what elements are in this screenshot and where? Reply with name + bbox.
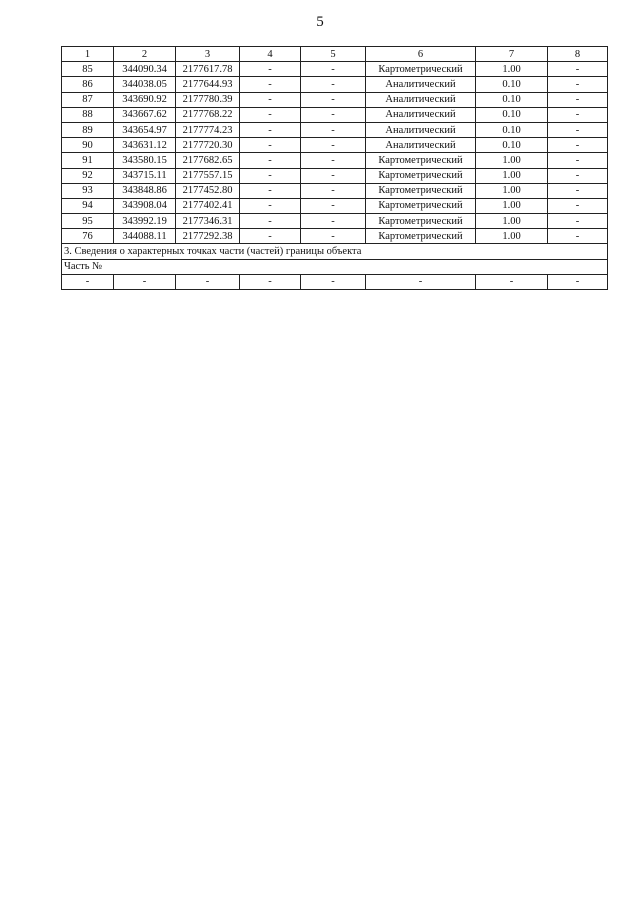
description-cell: -: [548, 153, 608, 168]
accuracy-cell: 1.00: [476, 214, 548, 229]
empty-value-cell: -: [366, 274, 476, 289]
coord-y-cell: 2177644.93: [176, 77, 240, 92]
coord-y-cell: 2177557.15: [176, 168, 240, 183]
empty-value-cell: -: [301, 274, 366, 289]
coord-col4-cell: -: [240, 122, 301, 137]
coord-col4-cell: -: [240, 198, 301, 213]
point-number-cell: 95: [62, 214, 114, 229]
coord-col5-cell: -: [301, 183, 366, 198]
method-cell: Аналитический: [366, 77, 476, 92]
description-cell: -: [548, 214, 608, 229]
description-cell: -: [548, 138, 608, 153]
accuracy-cell: 1.00: [476, 183, 548, 198]
part-label-row: [62, 259, 608, 274]
coord-x-cell: 343715.11: [114, 168, 176, 183]
point-number-cell: 89: [62, 122, 114, 137]
coord-y-cell: 2177617.78: [176, 62, 240, 77]
description-cell: -: [548, 92, 608, 107]
empty-value-cell: -: [548, 274, 608, 289]
method-cell: Картометрический: [366, 214, 476, 229]
description-cell: -: [548, 122, 608, 137]
coord-col4-cell: -: [240, 183, 301, 198]
accuracy-cell: 1.00: [476, 153, 548, 168]
header-cell-1: 1: [62, 47, 114, 62]
coord-col4-cell: -: [240, 77, 301, 92]
table-row: [62, 198, 608, 213]
accuracy-cell: 0.10: [476, 107, 548, 122]
point-number-cell: 93: [62, 183, 114, 198]
coord-y-cell: 2177768.22: [176, 107, 240, 122]
empty-value-cell: -: [176, 274, 240, 289]
accuracy-cell: 0.10: [476, 122, 548, 137]
coord-col4-cell: -: [240, 107, 301, 122]
table-row: [62, 92, 608, 107]
table-row: [62, 274, 608, 289]
part-number-label: Часть №: [62, 259, 608, 274]
description-cell: -: [548, 168, 608, 183]
empty-value-cell: -: [114, 274, 176, 289]
coord-y-cell: 2177682.65: [176, 153, 240, 168]
coord-col4-cell: -: [240, 92, 301, 107]
coord-col5-cell: -: [301, 107, 366, 122]
accuracy-cell: 0.10: [476, 138, 548, 153]
header-row: [62, 47, 608, 62]
method-cell: Аналитический: [366, 122, 476, 137]
header-cell-6: 6: [366, 47, 476, 62]
header-cell-7: 7: [476, 47, 548, 62]
point-number-cell: 86: [62, 77, 114, 92]
coord-x-cell: 344088.11: [114, 229, 176, 244]
coord-col4-cell: -: [240, 153, 301, 168]
coord-col4-cell: -: [240, 214, 301, 229]
method-cell: Картометрический: [366, 229, 476, 244]
table-row: [62, 77, 608, 92]
point-number-cell: 94: [62, 198, 114, 213]
coord-y-cell: 2177346.31: [176, 214, 240, 229]
coord-x-cell: 343580.15: [114, 153, 176, 168]
coord-x-cell: 343667.62: [114, 107, 176, 122]
table-row: [62, 229, 608, 244]
coord-x-cell: 343690.92: [114, 92, 176, 107]
accuracy-cell: 1.00: [476, 198, 548, 213]
coord-x-cell: 343908.04: [114, 198, 176, 213]
method-cell: Картометрический: [366, 168, 476, 183]
point-number-cell: 90: [62, 138, 114, 153]
accuracy-cell: 0.10: [476, 77, 548, 92]
coord-y-cell: 2177774.23: [176, 122, 240, 137]
description-cell: -: [548, 107, 608, 122]
description-cell: -: [548, 62, 608, 77]
table-row: [62, 168, 608, 183]
coord-col4-cell: -: [240, 138, 301, 153]
description-cell: -: [548, 77, 608, 92]
empty-value-cell: -: [240, 274, 301, 289]
point-number-cell: 92: [62, 168, 114, 183]
coord-col4-cell: -: [240, 168, 301, 183]
coord-col5-cell: -: [301, 138, 366, 153]
accuracy-cell: 1.00: [476, 229, 548, 244]
accuracy-cell: 1.00: [476, 62, 548, 77]
coord-col4-cell: -: [240, 229, 301, 244]
empty-value-cell: -: [62, 274, 114, 289]
method-cell: Картометрический: [366, 153, 476, 168]
point-number-cell: 91: [62, 153, 114, 168]
section-3-title: 3. Сведения о характерных точках части (частей) границы объекта: [62, 244, 608, 259]
section-title-row: [62, 244, 608, 259]
method-cell: Аналитический: [366, 138, 476, 153]
point-number-cell: 88: [62, 107, 114, 122]
coord-col5-cell: -: [301, 77, 366, 92]
coord-x-cell: 343654.97: [114, 122, 176, 137]
coord-x-cell: 344038.05: [114, 77, 176, 92]
table-row: [62, 214, 608, 229]
coord-col5-cell: -: [301, 229, 366, 244]
coord-y-cell: 2177402.41: [176, 198, 240, 213]
method-cell: Аналитический: [366, 107, 476, 122]
method-cell: Картометрический: [366, 198, 476, 213]
header-cell-5: 5: [301, 47, 366, 62]
method-cell: Картометрический: [366, 183, 476, 198]
description-cell: -: [548, 183, 608, 198]
coord-x-cell: 343848.86: [114, 183, 176, 198]
table-body: [62, 47, 608, 290]
page-number: 5: [316, 14, 324, 30]
coord-col5-cell: -: [301, 214, 366, 229]
coord-x-cell: 343992.19: [114, 214, 176, 229]
coord-col5-cell: -: [301, 92, 366, 107]
accuracy-cell: 0.10: [476, 92, 548, 107]
empty-value-cell: -: [476, 274, 548, 289]
description-cell: -: [548, 229, 608, 244]
table-row: [62, 122, 608, 137]
header-cell-4: 4: [240, 47, 301, 62]
coord-col5-cell: -: [301, 62, 366, 77]
table-row: [62, 107, 608, 122]
point-number-cell: 76: [62, 229, 114, 244]
coord-col5-cell: -: [301, 168, 366, 183]
table-row: [62, 183, 608, 198]
table-row: [62, 153, 608, 168]
description-cell: -: [548, 198, 608, 213]
coord-col5-cell: -: [301, 122, 366, 137]
header-cell-3: 3: [176, 47, 240, 62]
header-cell-8: 8: [548, 47, 608, 62]
method-cell: Картометрический: [366, 62, 476, 77]
coord-x-cell: 343631.12: [114, 138, 176, 153]
coord-col5-cell: -: [301, 153, 366, 168]
table-row: [62, 138, 608, 153]
accuracy-cell: 1.00: [476, 168, 548, 183]
coord-col4-cell: -: [240, 62, 301, 77]
point-number-cell: 87: [62, 92, 114, 107]
coord-col5-cell: -: [301, 198, 366, 213]
coord-y-cell: 2177452.80: [176, 183, 240, 198]
coord-y-cell: 2177780.39: [176, 92, 240, 107]
coord-x-cell: 344090.34: [114, 62, 176, 77]
coord-y-cell: 2177292.38: [176, 229, 240, 244]
table-row: [62, 62, 608, 77]
point-number-cell: 85: [62, 62, 114, 77]
characteristic-points-table: [61, 46, 608, 290]
header-cell-2: 2: [114, 47, 176, 62]
method-cell: Аналитический: [366, 92, 476, 107]
coord-y-cell: 2177720.30: [176, 138, 240, 153]
